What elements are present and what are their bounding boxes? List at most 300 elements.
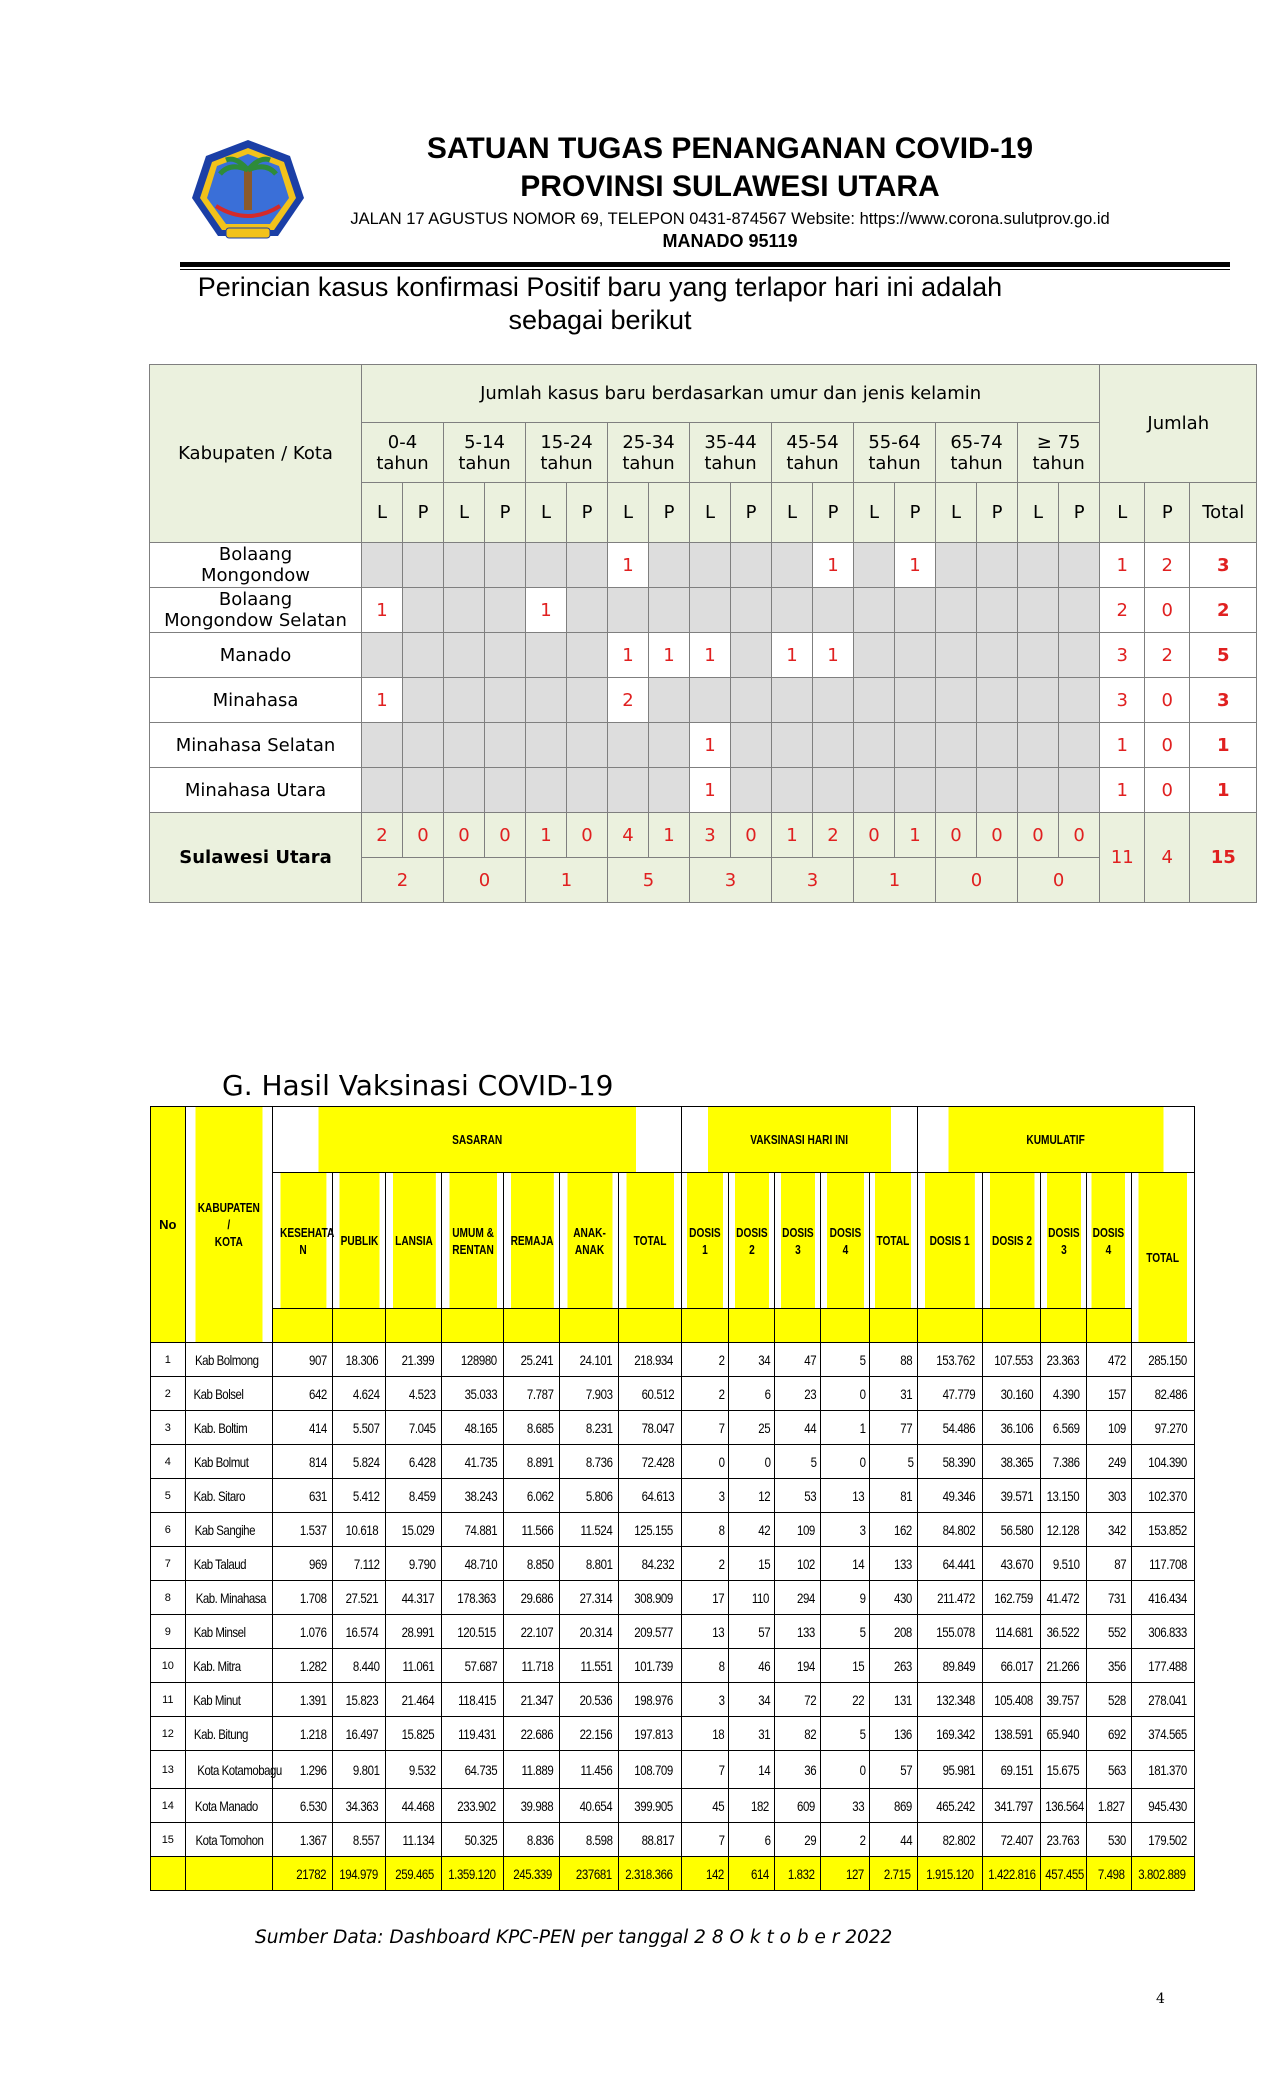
age-group-range: 25-34 bbox=[622, 431, 675, 453]
vax-value-cell bbox=[442, 1377, 504, 1411]
row-total: 3 bbox=[1190, 543, 1257, 588]
vax-row-no: 5 bbox=[151, 1479, 186, 1513]
vax-value: 69.151 bbox=[1000, 1761, 1034, 1778]
vax-header-no: No bbox=[151, 1107, 186, 1343]
case-count-cell bbox=[485, 768, 526, 813]
vax-value-cell bbox=[619, 1823, 681, 1857]
vax-value-cell bbox=[1041, 1445, 1087, 1479]
vax-value: 1.282 bbox=[299, 1657, 327, 1674]
case-count-cell bbox=[567, 633, 608, 678]
vax-total-value: 259.465 bbox=[395, 1865, 435, 1882]
vax-value: 162.759 bbox=[994, 1589, 1033, 1606]
table-row bbox=[150, 543, 1257, 588]
vax-value-cell bbox=[869, 1445, 917, 1479]
header-sex-l: L bbox=[608, 483, 649, 543]
case-count-cell bbox=[567, 543, 608, 588]
vax-value: 13 bbox=[852, 1487, 865, 1504]
vax-value-cell bbox=[560, 1513, 619, 1547]
vax-value-cell bbox=[1041, 1717, 1087, 1751]
vax-value: 28.991 bbox=[402, 1623, 435, 1640]
vax-value: 5 bbox=[810, 1453, 817, 1470]
vax-value: 8.440 bbox=[352, 1657, 380, 1674]
vax-value: 102.370 bbox=[1148, 1487, 1187, 1504]
vax-value-cell bbox=[273, 1649, 333, 1683]
region-name-line1: Minahasa Utara bbox=[184, 779, 327, 801]
case-count-cell bbox=[362, 543, 403, 588]
vax-total-value: 1.832 bbox=[787, 1865, 815, 1882]
vax-value: 54.486 bbox=[942, 1419, 976, 1436]
case-count-cell bbox=[731, 723, 772, 768]
vax-value: 530 bbox=[1107, 1831, 1126, 1848]
vax-total-cell bbox=[869, 1857, 917, 1891]
row-total: 1 bbox=[1190, 768, 1257, 813]
vax-row-no: 4 bbox=[151, 1445, 186, 1479]
vax-value: 118.415 bbox=[458, 1691, 497, 1708]
vax-total-cell bbox=[560, 1857, 619, 1891]
vax-value-cell bbox=[1041, 1513, 1087, 1547]
vax-row-kabupaten bbox=[185, 1717, 273, 1751]
vax-value-cell bbox=[333, 1683, 386, 1717]
case-count-cell bbox=[567, 588, 608, 633]
case-count-cell bbox=[895, 633, 936, 678]
vax-value-cell bbox=[273, 1683, 333, 1717]
vax-value-cell bbox=[560, 1445, 619, 1479]
vax-row-kabupaten bbox=[185, 1377, 273, 1411]
vax-value: 1.367 bbox=[299, 1831, 327, 1848]
vax-value: 14 bbox=[757, 1761, 770, 1778]
vax-value-cell bbox=[1131, 1445, 1194, 1479]
vax-value-cell bbox=[821, 1479, 870, 1513]
vax-value-cell bbox=[442, 1513, 504, 1547]
total-age-cell: 0 bbox=[1018, 858, 1100, 903]
case-count-cell bbox=[731, 633, 772, 678]
vax-header-sasaran-col: REMAJA bbox=[510, 1173, 554, 1309]
vax-value-cell bbox=[386, 1377, 442, 1411]
vax-value-cell bbox=[619, 1513, 681, 1547]
vax-value: 84.232 bbox=[641, 1555, 674, 1572]
age-group-unit: tahun bbox=[704, 452, 757, 474]
case-count-cell bbox=[1059, 678, 1100, 723]
vax-value: 179.502 bbox=[1148, 1831, 1187, 1848]
vax-value-cell bbox=[386, 1751, 442, 1789]
case-count-cell bbox=[567, 768, 608, 813]
vax-value: 18.306 bbox=[345, 1351, 379, 1368]
vax-header-kabupaten bbox=[195, 1107, 263, 1343]
vax-total-cell bbox=[619, 1857, 681, 1891]
vax-value-cell bbox=[869, 1823, 917, 1857]
vax-value: 399.905 bbox=[634, 1797, 674, 1814]
vax-value: 4.390 bbox=[1053, 1385, 1080, 1402]
vax-value: 8.557 bbox=[352, 1831, 380, 1848]
header-sex-p: P bbox=[403, 483, 444, 543]
vax-value-cell bbox=[333, 1717, 386, 1751]
vax-value: 692 bbox=[1107, 1725, 1126, 1742]
vax-header-sasaran-col: ANAK-ANAK bbox=[566, 1173, 612, 1309]
vax-total-cell bbox=[333, 1857, 386, 1891]
vax-value-cell bbox=[333, 1823, 386, 1857]
vax-value: 6.530 bbox=[299, 1797, 327, 1814]
region-name-line1: Minahasa Selatan bbox=[175, 734, 336, 756]
vax-row-kabupaten-label: Kab. Minahasa bbox=[195, 1589, 266, 1606]
case-count-cell bbox=[526, 768, 567, 813]
vax-value-cell bbox=[869, 1751, 917, 1789]
vax-value-cell bbox=[273, 1479, 333, 1513]
vax-value: 102 bbox=[797, 1555, 816, 1572]
vax-value: 22.686 bbox=[520, 1725, 553, 1742]
age-group-unit: tahun bbox=[622, 452, 675, 474]
vax-value-cell bbox=[619, 1479, 681, 1513]
vax-value-cell bbox=[775, 1343, 821, 1377]
page-number: 4 bbox=[1156, 1991, 1165, 2007]
vax-value: 74.881 bbox=[464, 1521, 497, 1538]
vax-value-cell bbox=[273, 1513, 333, 1547]
vax-value-cell bbox=[273, 1377, 333, 1411]
case-count-cell bbox=[526, 723, 567, 768]
vax-value-cell bbox=[1086, 1751, 1131, 1789]
vax-value-cell bbox=[775, 1823, 821, 1857]
vax-value: 104.390 bbox=[1148, 1453, 1187, 1470]
vax-row-kabupaten-label: Kota Kotamobagu bbox=[196, 1761, 282, 1778]
vax-row-kabupaten bbox=[185, 1479, 273, 1513]
vax-value: 29 bbox=[803, 1831, 816, 1848]
vax-value: 6 bbox=[764, 1831, 771, 1848]
vax-value-cell bbox=[1086, 1479, 1131, 1513]
vax-value-cell bbox=[442, 1581, 504, 1615]
vax-value-cell bbox=[504, 1789, 560, 1823]
vax-value-cell bbox=[504, 1717, 560, 1751]
vax-value-cell bbox=[386, 1615, 442, 1649]
header-age-group bbox=[690, 423, 772, 483]
vax-value: 27.521 bbox=[345, 1589, 379, 1606]
case-count-cell bbox=[362, 633, 403, 678]
vax-value-cell bbox=[729, 1683, 775, 1717]
header-sex-p: P bbox=[977, 483, 1018, 543]
vax-value: 153.852 bbox=[1148, 1521, 1187, 1538]
intro-line1: Perincian kasus konfirmasi Positif baru yang terlapor hari ini adalah bbox=[197, 272, 1003, 302]
case-count-cell bbox=[936, 588, 977, 633]
case-count-cell bbox=[649, 543, 690, 588]
vax-value-cell bbox=[821, 1377, 870, 1411]
vax-value-cell bbox=[729, 1411, 775, 1445]
vax-value: 110 bbox=[752, 1589, 770, 1606]
age-group-unit: tahun bbox=[868, 452, 921, 474]
vax-header-spacer bbox=[560, 1309, 619, 1343]
case-count-cell bbox=[895, 723, 936, 768]
vax-header-spacer bbox=[729, 1309, 775, 1343]
vax-value-cell bbox=[1131, 1649, 1194, 1683]
vax-value: 8.598 bbox=[585, 1831, 613, 1848]
vax-total-value: 1.359.120 bbox=[447, 1865, 496, 1882]
case-count-cell bbox=[936, 633, 977, 678]
vax-value-cell bbox=[681, 1751, 729, 1789]
header-sex-p: P bbox=[895, 483, 936, 543]
vax-value-cell bbox=[681, 1581, 729, 1615]
vax-header-sasaran-col: TOTAL bbox=[626, 1173, 674, 1309]
age-group-unit: tahun bbox=[1032, 452, 1085, 474]
row-total: 3 bbox=[1190, 678, 1257, 723]
vax-total-cell bbox=[273, 1857, 333, 1891]
vax-value: 82.802 bbox=[942, 1831, 976, 1848]
vax-value: 97.270 bbox=[1154, 1419, 1188, 1436]
vax-value: 11.524 bbox=[580, 1521, 612, 1538]
vax-value-cell bbox=[560, 1615, 619, 1649]
vax-value: 609 bbox=[797, 1797, 816, 1814]
vax-value-cell bbox=[1131, 1789, 1194, 1823]
vax-header-spacer bbox=[869, 1309, 917, 1343]
vax-value-cell bbox=[775, 1615, 821, 1649]
case-count-cell bbox=[1018, 633, 1059, 678]
vax-header-kum-col: DOSIS 4 bbox=[1091, 1173, 1126, 1309]
vax-value-cell bbox=[775, 1513, 821, 1547]
vax-value-cell bbox=[821, 1445, 870, 1479]
vax-value: 66.017 bbox=[1000, 1657, 1034, 1674]
header-sex-l: L bbox=[1018, 483, 1059, 543]
grand-total-l: 11 bbox=[1100, 813, 1145, 903]
age-group-unit: tahun bbox=[458, 452, 511, 474]
vax-value: 8.801 bbox=[585, 1555, 613, 1572]
vax-total-value: 127 bbox=[846, 1865, 865, 1882]
case-count-cell bbox=[813, 723, 854, 768]
region-name-line2: Mongondow bbox=[201, 565, 310, 586]
vax-row bbox=[151, 1751, 1195, 1789]
case-count-cell bbox=[813, 678, 854, 723]
case-count-cell bbox=[772, 723, 813, 768]
vax-value: 58.390 bbox=[942, 1453, 976, 1470]
vax-value-cell bbox=[1086, 1411, 1131, 1445]
vax-value-cell bbox=[983, 1547, 1041, 1581]
vax-header-sasaran-col: LANSIA bbox=[392, 1173, 436, 1309]
header-address: JALAN 17 AGUSTUS NOMOR 69, TELEPON 0431-874567 Website: https://www.corona.sulutprov.go.id bbox=[350, 210, 1110, 228]
total-age-cell: 2 bbox=[362, 858, 444, 903]
vax-value-cell bbox=[681, 1513, 729, 1547]
vax-value-cell bbox=[1086, 1823, 1131, 1857]
case-count-cell bbox=[649, 678, 690, 723]
vax-value: 552 bbox=[1107, 1623, 1126, 1640]
vax-value-cell bbox=[681, 1615, 729, 1649]
vax-value-cell bbox=[681, 1343, 729, 1377]
vax-value: 465.242 bbox=[936, 1797, 975, 1814]
vax-value-cell bbox=[729, 1615, 775, 1649]
vax-value: 46 bbox=[757, 1657, 770, 1674]
vax-header-spacer bbox=[681, 1309, 729, 1343]
vax-value: 7.112 bbox=[353, 1555, 380, 1572]
vax-header-hari-col: DOSIS 4 bbox=[826, 1173, 864, 1309]
vax-value: 25.241 bbox=[520, 1351, 553, 1368]
age-group-range: ≥ 75 bbox=[1036, 431, 1081, 453]
vax-header-kabupaten-line2: KOTA bbox=[214, 1234, 243, 1249]
vax-value-cell bbox=[386, 1445, 442, 1479]
vax-value: 6.569 bbox=[1053, 1419, 1080, 1436]
vax-value: 8 bbox=[718, 1521, 725, 1538]
vax-value-cell bbox=[1041, 1789, 1087, 1823]
header-age-group-title: Jumlah kasus baru berdasarkan umur dan jenis kelamin bbox=[362, 365, 1100, 423]
vax-value-cell bbox=[619, 1751, 681, 1789]
vax-value-cell bbox=[560, 1547, 619, 1581]
vax-value-cell bbox=[333, 1547, 386, 1581]
total-sex-cell: 0 bbox=[936, 813, 977, 858]
case-count-cell bbox=[444, 678, 485, 723]
vax-value: 1.391 bbox=[299, 1691, 327, 1708]
age-group-unit: tahun bbox=[376, 452, 429, 474]
vax-value-cell bbox=[983, 1411, 1041, 1445]
vax-value: 22.156 bbox=[579, 1725, 612, 1742]
vax-value: 5 bbox=[859, 1725, 866, 1742]
vax-row-no: 9 bbox=[151, 1615, 186, 1649]
vax-value-cell bbox=[1041, 1581, 1087, 1615]
vax-value-cell bbox=[775, 1479, 821, 1513]
vax-value: 169.342 bbox=[936, 1725, 975, 1742]
vax-header-hari-col: DOSIS 2 bbox=[734, 1173, 770, 1309]
vax-value: 16.497 bbox=[345, 1725, 379, 1742]
vax-value: 128980 bbox=[460, 1351, 497, 1368]
vax-value-cell bbox=[681, 1717, 729, 1751]
vax-value-cell bbox=[1086, 1377, 1131, 1411]
vax-value-cell bbox=[681, 1547, 729, 1581]
header-sex-l: L bbox=[526, 483, 567, 543]
vax-value-cell bbox=[1131, 1615, 1194, 1649]
vax-value: 194 bbox=[797, 1657, 816, 1674]
vax-value: 48.165 bbox=[464, 1419, 497, 1436]
vax-value-cell bbox=[1131, 1343, 1194, 1377]
vax-value-cell bbox=[821, 1683, 870, 1717]
vax-value-cell bbox=[821, 1343, 870, 1377]
vax-value: 120.515 bbox=[457, 1623, 497, 1640]
vax-row-kabupaten-label: Kab. Boltim bbox=[193, 1419, 247, 1436]
vax-row-no: 7 bbox=[151, 1547, 186, 1581]
vax-row-kabupaten bbox=[185, 1445, 273, 1479]
vax-value: 133 bbox=[797, 1623, 816, 1640]
total-sex-cell: 0 bbox=[403, 813, 444, 858]
header-sex-l: L bbox=[936, 483, 977, 543]
vax-value: 34 bbox=[757, 1351, 770, 1368]
vax-value: 155.078 bbox=[936, 1623, 975, 1640]
vax-value: 21.266 bbox=[1046, 1657, 1080, 1674]
region-name bbox=[150, 543, 362, 588]
vax-value: 8.459 bbox=[408, 1487, 436, 1504]
vax-header-kum-col: DOSIS 1 bbox=[925, 1173, 976, 1309]
vax-value-cell bbox=[1041, 1649, 1087, 1683]
vax-value: 303 bbox=[1107, 1487, 1126, 1504]
total-age-cell: 0 bbox=[444, 858, 526, 903]
age-group-range: 15-24 bbox=[540, 431, 593, 453]
vax-value-cell bbox=[273, 1411, 333, 1445]
case-count-cell bbox=[444, 723, 485, 768]
vax-value-cell bbox=[983, 1377, 1041, 1411]
vax-value: 64.441 bbox=[942, 1555, 976, 1572]
vax-value-cell bbox=[386, 1823, 442, 1857]
vax-total-cell bbox=[917, 1857, 982, 1891]
vax-value-cell bbox=[1086, 1789, 1131, 1823]
intro-line2: sebagai berikut bbox=[508, 305, 692, 335]
vax-value: 8.850 bbox=[526, 1555, 554, 1572]
case-count-cell bbox=[690, 678, 731, 723]
case-count-cell bbox=[362, 723, 403, 768]
header-age-group bbox=[526, 423, 608, 483]
region-name-line1: Bolaang bbox=[218, 589, 293, 610]
header-age-group bbox=[772, 423, 854, 483]
vax-value-cell bbox=[869, 1615, 917, 1649]
region-name bbox=[150, 678, 362, 723]
vax-value: 5.824 bbox=[352, 1453, 380, 1470]
vax-row-kabupaten-label: Kab Sangihe bbox=[194, 1521, 255, 1538]
vax-row-kabupaten-label: Kab Minut bbox=[192, 1691, 241, 1708]
vax-value-cell bbox=[681, 1789, 729, 1823]
header-rule-thick bbox=[180, 262, 1230, 267]
vax-value: 197.813 bbox=[634, 1725, 674, 1742]
vax-value-cell bbox=[273, 1343, 333, 1377]
vax-value-cell bbox=[821, 1615, 870, 1649]
row-total-p: 2 bbox=[1145, 543, 1190, 588]
vax-value: 5.507 bbox=[352, 1419, 380, 1436]
case-count-cell bbox=[854, 723, 895, 768]
vaccination-heading: G. Hasil Vaksinasi COVID-19 bbox=[222, 1069, 614, 1102]
vax-value-cell bbox=[333, 1751, 386, 1789]
case-count-cell bbox=[731, 768, 772, 813]
vax-value-cell bbox=[1131, 1581, 1194, 1615]
case-count-cell bbox=[854, 588, 895, 633]
vax-row bbox=[151, 1789, 1195, 1823]
vax-header-spacer bbox=[504, 1309, 560, 1343]
vax-value: 24.101 bbox=[579, 1351, 612, 1368]
vax-value: 414 bbox=[309, 1419, 328, 1436]
vax-value: 29.686 bbox=[520, 1589, 553, 1606]
header-region: Kabupaten / Kota bbox=[150, 365, 362, 543]
vax-value: 2 bbox=[718, 1351, 725, 1368]
vax-value: 57.687 bbox=[464, 1657, 497, 1674]
vax-total-value: 1.422.816 bbox=[988, 1865, 1036, 1882]
vax-value: 84.802 bbox=[942, 1521, 976, 1538]
vax-value-cell bbox=[442, 1823, 504, 1857]
age-group-unit: tahun bbox=[786, 452, 839, 474]
vax-value: 132.348 bbox=[936, 1691, 975, 1708]
source-note: Sumber Data: Dashboard KPC-PEN per tanggal 2 8 O k t o b e r 2022 bbox=[255, 1927, 893, 1948]
vax-value-cell bbox=[504, 1615, 560, 1649]
region-name bbox=[150, 633, 362, 678]
header-sex-p: P bbox=[567, 483, 608, 543]
region-name-line1: Bolaang bbox=[218, 544, 293, 565]
vax-total-value: 194.979 bbox=[339, 1865, 378, 1882]
vax-value: 31 bbox=[900, 1385, 913, 1402]
vax-value-cell bbox=[983, 1823, 1041, 1857]
vax-value-cell bbox=[273, 1789, 333, 1823]
row-total-l: 2 bbox=[1100, 588, 1145, 633]
case-count-cell bbox=[977, 633, 1018, 678]
vax-value-cell bbox=[729, 1751, 775, 1789]
case-count-cell: 1 bbox=[690, 768, 731, 813]
region-name-line1: Minahasa bbox=[212, 689, 299, 711]
vax-value: 41.735 bbox=[464, 1453, 497, 1470]
case-count-cell bbox=[403, 633, 444, 678]
vax-value: 8.736 bbox=[585, 1453, 613, 1470]
case-count-cell bbox=[895, 768, 936, 813]
vax-value-cell bbox=[442, 1789, 504, 1823]
vax-value-cell bbox=[1131, 1751, 1194, 1789]
vax-total-row bbox=[151, 1857, 1195, 1891]
total-sex-cell: 1 bbox=[649, 813, 690, 858]
vax-value-cell bbox=[442, 1683, 504, 1717]
vax-value: 65.940 bbox=[1046, 1725, 1080, 1742]
vax-value-cell bbox=[869, 1789, 917, 1823]
vax-total-cell bbox=[775, 1857, 821, 1891]
vax-value: 45 bbox=[712, 1797, 725, 1814]
vax-total-no bbox=[151, 1857, 186, 1891]
header-sex-l: L bbox=[362, 483, 403, 543]
case-count-cell bbox=[649, 723, 690, 768]
header-title-line2: PROVINSI SULAWESI UTARA bbox=[520, 170, 940, 203]
vax-row bbox=[151, 1649, 1195, 1683]
age-group-unit: tahun bbox=[950, 452, 1003, 474]
region-name-line2: Mongondow Selatan bbox=[164, 610, 347, 631]
